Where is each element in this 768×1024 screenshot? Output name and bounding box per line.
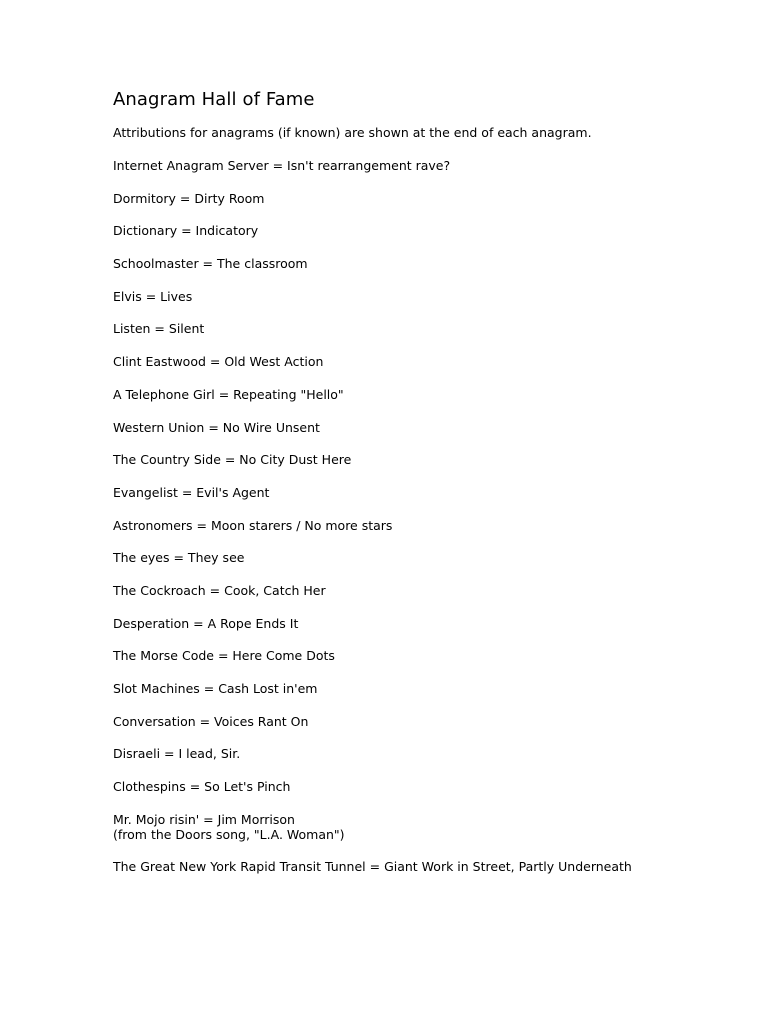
anagram-text: Western Union = No Wire Unsent <box>113 419 320 435</box>
anagram-text: Slot Machines = Cash Lost in'em <box>113 681 318 696</box>
anagram-text: Desperation = A Rope Ends It <box>113 615 299 631</box>
anagram-text: Clint Eastwood = Old West Action <box>113 354 324 370</box>
anagram-entry <box>113 583 768 598</box>
anagram-entry <box>113 648 768 663</box>
anagram-text: The eyes = They see <box>113 550 245 566</box>
anagram-text: Dormitory = Dirty Room <box>113 190 265 206</box>
anagram-text: Clothespins = So Let's Pinch <box>113 779 291 795</box>
anagram-entry <box>113 289 768 304</box>
anagram-text: Astronomers = Moon starers / No more stars <box>113 517 393 533</box>
anagram-text: Mr. Mojo risin' = Jim Morrison <box>113 811 295 827</box>
anagram-text: Evangelist = Evil's Agent <box>113 484 270 500</box>
anagram-text: The Morse Code = Here Come Dots <box>113 648 335 664</box>
anagram-entry <box>113 223 768 238</box>
anagram-entry <box>113 485 768 500</box>
anagram-text: Disraeli = I lead, Sir. <box>113 746 241 762</box>
anagram-text: Listen = Silent <box>113 321 205 337</box>
anagram-entry <box>113 859 768 874</box>
anagram-attribution: (from the Doors song, "L.A. Woman") <box>113 826 345 842</box>
anagram-entry <box>113 191 768 206</box>
page-title: Anagram Hall of Fame <box>113 89 315 110</box>
anagram-text: Conversation = Voices Rant On <box>113 713 309 729</box>
anagram-text: Internet Anagram Server = Isn't rearrangement rave? <box>113 158 451 173</box>
anagram-entry <box>113 321 768 336</box>
anagram-entry <box>113 681 768 696</box>
anagram-text: A Telephone Girl = Repeating "Hello" <box>113 386 344 402</box>
anagram-list <box>113 158 768 874</box>
anagram-entry <box>113 354 768 369</box>
anagram-entry <box>113 714 768 729</box>
anagram-text: The Great New York Rapid Transit Tunnel = Giant Work in Street, Partly Underneath <box>113 859 632 875</box>
intro-paragraph: Attributions for anagrams (if known) are shown at the end of each anagram. <box>113 125 592 140</box>
anagram-entry <box>113 387 768 402</box>
anagram-entry <box>113 779 768 794</box>
anagram-entry <box>113 256 768 271</box>
anagram-entry <box>113 616 768 631</box>
anagram-text: The Cockroach = Cook, Catch Her <box>113 582 326 598</box>
anagram-entry <box>113 452 768 467</box>
anagram-entry <box>113 518 768 533</box>
anagram-text: The Country Side = No City Dust Here <box>113 452 352 468</box>
anagram-text: Elvis = Lives <box>113 288 193 304</box>
anagram-entry <box>113 746 768 761</box>
anagram-entry <box>113 420 768 435</box>
anagram-entry <box>113 550 768 565</box>
anagram-entry <box>113 158 768 173</box>
anagram-text: Schoolmaster = The classroom <box>113 256 308 272</box>
anagram-entry <box>113 812 768 842</box>
anagram-text: Dictionary = Indicatory <box>113 223 259 239</box>
